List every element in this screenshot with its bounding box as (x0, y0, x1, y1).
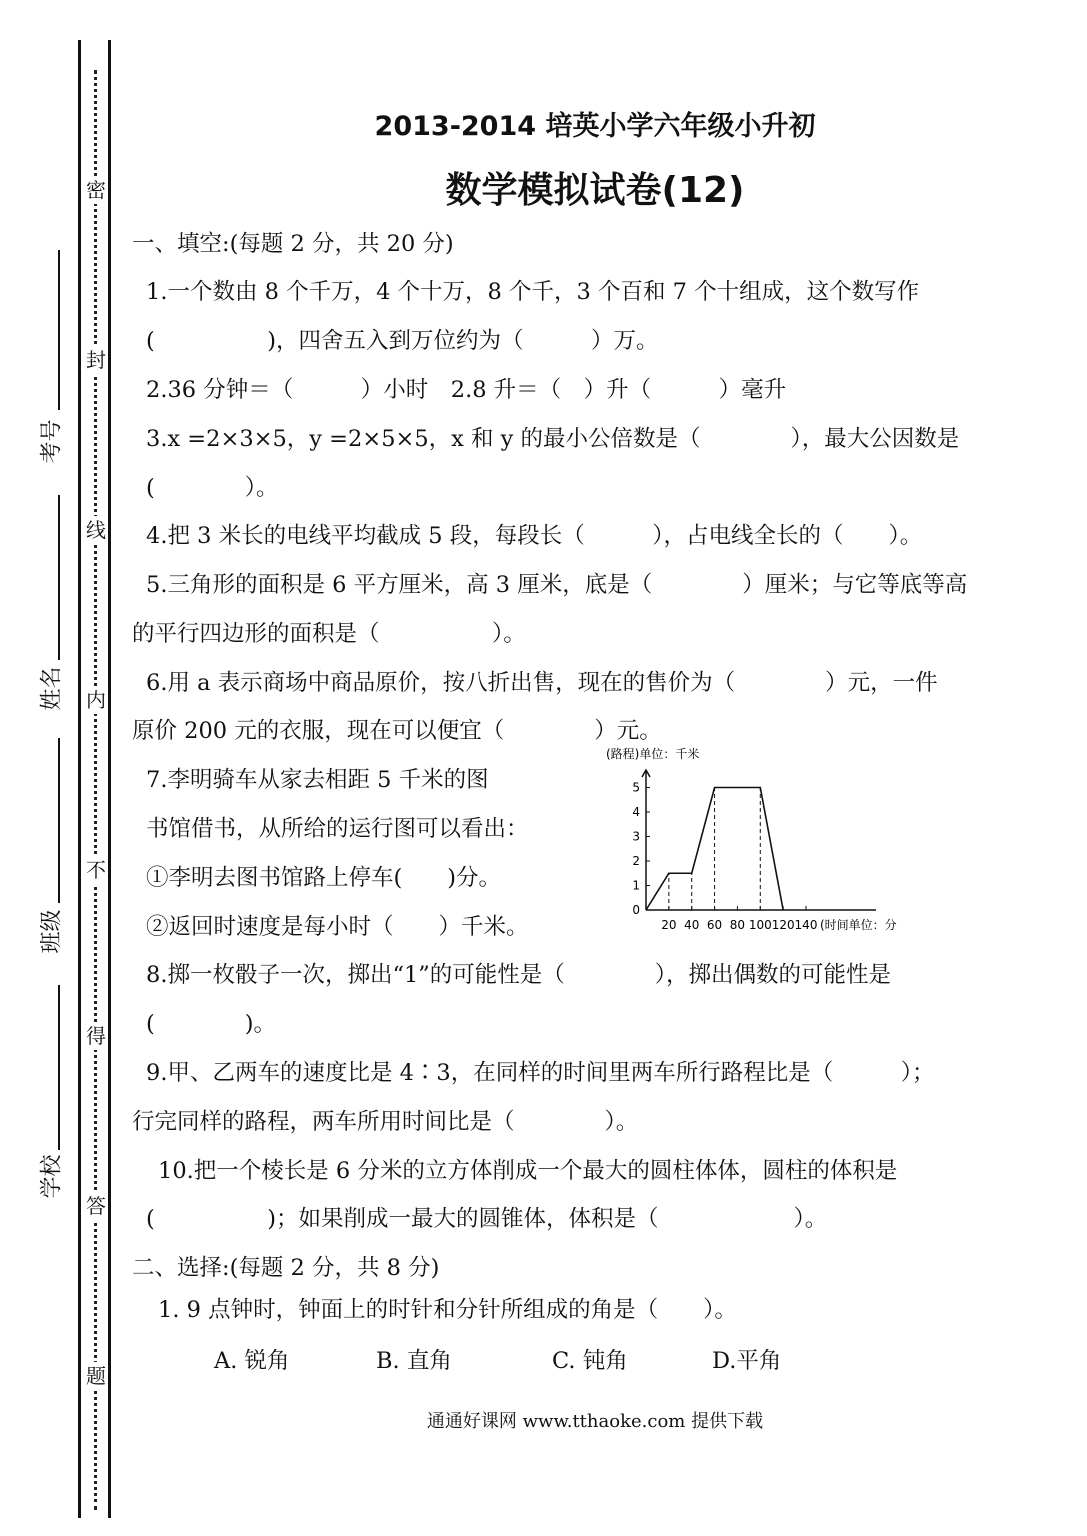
question-line: ( ）。 (146, 475, 279, 501)
option-c[interactable]: C. 钝角 (552, 1348, 628, 1374)
question-line: 行完同样的路程，两车所用时间比是（ ）。 (132, 1109, 639, 1135)
chart-y-tick-label: 3 (632, 829, 640, 844)
question-line: ( )，四舍五入到万位约为（ ）万。 (146, 328, 659, 354)
question-line: ②返回时速度是每小时（ ）千米。 (146, 914, 529, 940)
option-a[interactable]: A. 锐角 (214, 1348, 290, 1374)
question-line: 的平行四边形的面积是（ ）。 (132, 621, 526, 647)
seal-char-mi: 密 (86, 178, 106, 202)
chart-x-tick-label: 140 (794, 918, 818, 932)
chart-x-tick-label: 120 (771, 918, 795, 932)
seal-char-bu: 不 (86, 858, 106, 882)
section2-heading: 二、选择:(每题 2 分，共 8 分) (132, 1255, 440, 1281)
seal-char-da: 答 (86, 1194, 106, 1218)
question-line: 10.把一个棱长是 6 分米的立方体削成一个最大的圆柱体体，圆柱的体积是 (158, 1158, 898, 1184)
binding-outer-line (78, 40, 81, 1518)
chart-y-tick-label: 5 (632, 780, 640, 795)
field-line-class[interactable] (58, 738, 60, 903)
question-line: 3.x =2×3×5，y =2×5×5，x 和 y 的最小公倍数是（ ），最大公因数是 (146, 426, 960, 452)
chart-y-tick-label: 2 (632, 854, 640, 868)
field-line-exam-number[interactable] (58, 250, 60, 410)
question-line: 5.三角形的面积是 6 平方厘米，高 3 厘米，底是（ ）厘米；与它等底等高 (146, 572, 968, 598)
field-line-school[interactable] (58, 985, 60, 1150)
binding-inner-line (108, 40, 111, 1518)
chart-x-tick-label: 40 (684, 918, 700, 932)
question-line: 原价 200 元的衣服，现在可以便宜（ ）元。 (132, 718, 662, 744)
exam-title-line1: 2013-2014 培英小学六年级小升初 (374, 111, 816, 142)
field-label-school: 学校 (39, 1154, 65, 1199)
question-line: 9.甲、乙两车的速度比是 4∶3，在同样的时间里两车所行路程比是（ ）； (146, 1060, 935, 1086)
seal-char-xian: 线 (86, 518, 106, 542)
chart-y-tick-label: 1 (632, 878, 640, 893)
chart-y-tick-label: 0 (632, 903, 640, 917)
seal-char-nei: 内 (86, 688, 106, 712)
chart-x-tick-label: 100 (748, 918, 772, 932)
seal-char-ti: 题 (86, 1364, 106, 1388)
question-line: ( )。 (146, 1011, 277, 1037)
question-line: 6.用 a 表示商场中商品原价，按八折出售，现在的售价为（ ）元，一件 (146, 670, 938, 696)
footer-source: 通通好课网 www.tthaoke.com 提供下载 (426, 1411, 764, 1432)
field-label-exam-number: 考号 (39, 419, 65, 464)
question-line: 书馆借书，从所给的运行图可以看出： (146, 816, 529, 842)
choice-options (214, 1343, 781, 1375)
question-line: 2.36 分钟＝（ ）小时 2.8 升＝（ ）升（ ）毫升 (146, 377, 787, 403)
distance-time-chart (604, 742, 924, 937)
chart-y-label: (路程)单位：千米 (606, 747, 700, 761)
option-d[interactable]: D.平角 (712, 1348, 782, 1374)
question-line: 1.一个数由 8 个千万，4 个十万，8 个千，3 个百和 7 个十组成，这个数写作 (146, 279, 920, 305)
chart-x-tick-label: 20 (661, 918, 677, 932)
question-line: ( )；如果削成一最大的圆锥体，体积是（ ）。 (146, 1206, 828, 1232)
chart-distance-series (646, 788, 783, 911)
section1-heading: 一、填空:(每题 2 分，共 20 分) (132, 231, 454, 257)
seal-dotted-line (94, 70, 97, 1510)
seal-char-feng: 封 (86, 348, 106, 372)
question-line: ①李明去图书馆路上停车( )分。 (146, 865, 502, 891)
field-label-name: 姓名 (39, 666, 65, 711)
seal-char-de: 得 (86, 1024, 106, 1048)
chart-y-tick-label: 4 (632, 805, 640, 819)
chart-x-label: (时间单位：分 (820, 918, 897, 932)
field-line-name[interactable] (58, 495, 60, 660)
question-line: 7.李明骑车从家去相距 5 千米的图 (146, 767, 489, 793)
field-label-class: 班级 (39, 909, 65, 954)
question-line: 4.把 3 米长的电线平均截成 5 段，每段长（ ），占电线全长的（ ）。 (146, 523, 923, 549)
option-b[interactable]: B. 直角 (376, 1348, 452, 1374)
exam-title-line2: 数学模拟试卷(12) (445, 170, 745, 211)
chart-x-tick-label: 60 (706, 918, 723, 932)
choice-question-1: 1. 9 点钟时，钟面上的时针和分针所组成的角是（ ）。 (158, 1297, 737, 1323)
chart-x-tick-label: 80 (729, 918, 746, 932)
question-line: 8.掷一枚骰子一次，掷出“1”的可能性是（ ），掷出偶数的可能性是 (146, 962, 892, 988)
